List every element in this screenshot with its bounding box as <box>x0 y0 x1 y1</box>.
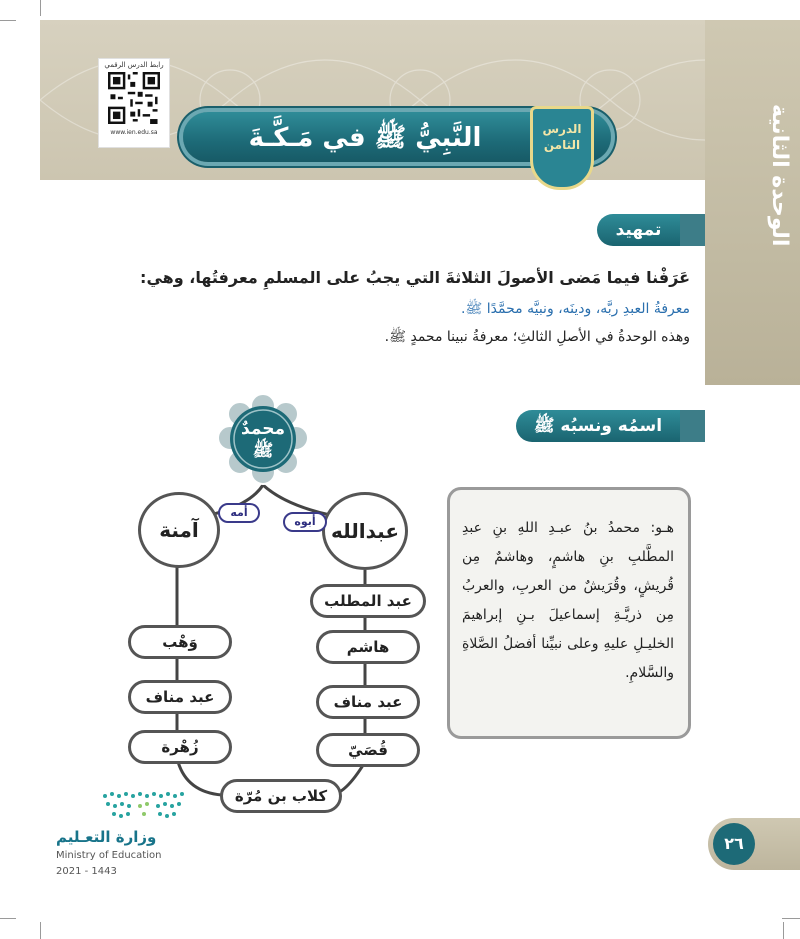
qr-url[interactable]: www.ien.edu.sa <box>110 129 158 136</box>
tree-node-mother-line: وَهْب <box>128 625 232 659</box>
intro-line-3: وهذه الوحدةُ في الأصلِ الثالثِ؛ معرفةُ نبينا محمدٍ ﷺ. <box>384 329 690 345</box>
section-heading-intro: تمهيد <box>597 214 680 246</box>
unit-title: الوحدة الثانية <box>767 103 792 247</box>
ministry-name-ar: وزارة التعـليم <box>56 828 157 846</box>
tree-node-mother <box>138 492 220 568</box>
relation-father-badge: أبوه <box>283 512 327 532</box>
section-heading-lineage: اسمُه ونسبُه ﷺ <box>516 410 680 442</box>
ministry-logo-icon <box>100 790 190 820</box>
tree-top-label: محمدٌ ﷺ <box>241 419 285 461</box>
tree-node-father-label: عبدالله <box>330 519 400 543</box>
tree-node-mother-label: آمنة <box>159 518 199 542</box>
qr-caption: رابط الدرس الرقمي <box>104 61 164 69</box>
page-number: ٢٦ <box>713 823 755 865</box>
lineage-text: هـو: محمدُ بنُ عبـدِ اللهِ بنِ عبدِ المطَّلبِ بنِ هاشمٍ، وهاشمٌ مِن قُريشٍ، وقُرَيشٌ من العربِ، والعربُ مِن ذريَّـةِ إسماعيلَ بـنِ إبراهيمَ الخليـلِ عليهِ وعلى نبيِّنا أفضلُ الصَّلاةِ والسَّلامِ. <box>462 520 674 681</box>
tree-node-mother-line: عبد مناف <box>128 680 232 714</box>
relation-mother-badge: أمه <box>218 503 260 523</box>
tree-node-father-line: هاشم <box>316 630 420 664</box>
tree-node-mother-line: زُهْرة <box>128 730 232 764</box>
tree-node-father-line: عبد المطلب <box>310 584 426 618</box>
tree-node-father-line: عبد مناف <box>316 685 420 719</box>
tree-node-father <box>322 492 408 570</box>
intro-line-2: معرفةُ العبدِ ربَّه، ودينَه، ونبيَّه محمَّدًا ﷺ. <box>460 301 690 317</box>
lesson-badge-label: الدرس الثامن <box>542 122 582 152</box>
tree-node-common-ancestor: كلاب بن مُرّة <box>220 779 342 813</box>
ministry-name-en: Ministry of Education <box>56 850 162 861</box>
edition-year: 2021 - 1443 <box>56 866 117 877</box>
lesson-title: النَّبِيُّ ﷺ في مَـكَّـةَ <box>248 123 482 153</box>
tree-node-father-line: قُصَيّ <box>316 733 420 767</box>
intro-line-1: عَرَفْنا فيما مَضى الأصولَ الثلاثةَ التي يجبُ على المسلمِ معرفتُها، وهي: <box>140 268 690 287</box>
